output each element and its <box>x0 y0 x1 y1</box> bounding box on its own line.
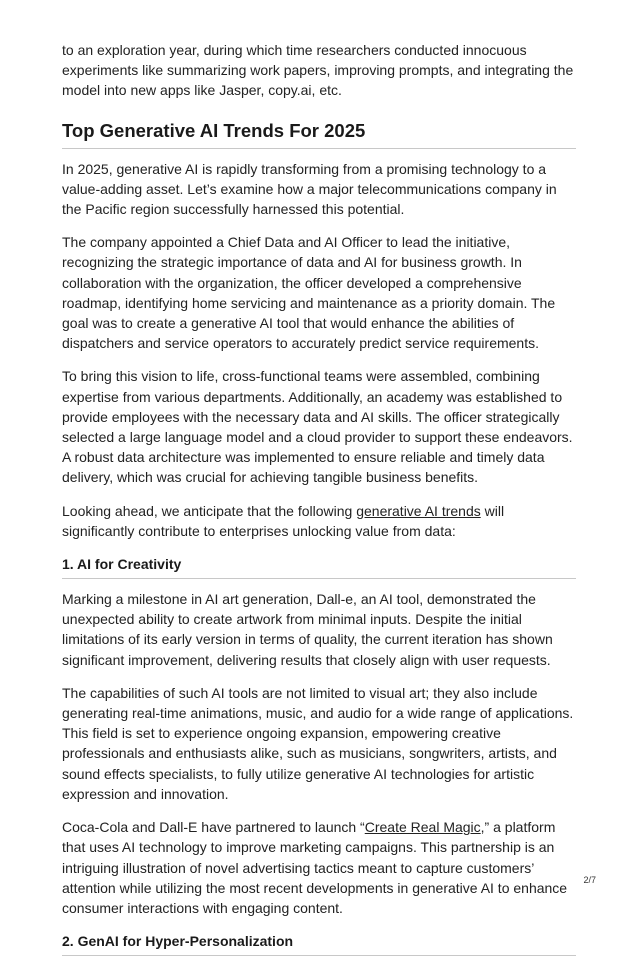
paragraph-5: Marking a milestone in AI art generation, Dall-e, an AI tool, demonstrated the unexpected ability to create artwork from minimal inputs. Despite the initial limitations of its early version in terms of quality, the current iteration has shown significant improvement, delivering results that closely align with user requests. <box>62 591 553 668</box>
paragraph-7-after: ,” a platform that uses AI technology to improve marketing campaigns. This partnership is an intriguing illustration of novel advertising tactics meant to capture customers’ attention while utilizing the most recent developments in generative AI to enhance consumer interactions with engaging content. <box>62 819 568 916</box>
paragraph-7-before: Coca-Cola and Dall-E have partnered to launch “ <box>62 819 365 836</box>
paragraph-6: The capabilities of such AI tools are not limited to visual art; they also include generating real-time animations, music, and audio for a wide range of applications. This field is set to experience ongoing expansion, empowering creative professionals and enthusiasts alike, such as musicians, songwriters, artists, and sound effects specialists, to fully utilize generative AI technologies for artistic expression and innovation. <box>62 684 574 802</box>
page-number: 2/7 <box>583 875 596 885</box>
paragraph-1: In 2025, generative AI is rapidly transforming from a promising technology to a value-adding asset. Let’s examine how a major telecommunications company in the Pacific region successfully harnessed this potential. <box>62 160 557 218</box>
subheading-ai-creativity: 1. AI for Creativity <box>62 554 576 579</box>
generative-ai-trends-link[interactable]: generative AI trends <box>356 502 481 519</box>
intro-paragraph: to an exploration year, during which time researchers conducted innocuous experiments like summarizing work papers, improving prompts, and integrating the model into new apps like Jasper, copy.ai, etc. <box>62 42 574 99</box>
paragraph-3: To bring this vision to life, cross-functional teams were assembled, combining expertise from various departments. Additionally, an academy was established to provide employees with the necessary data and AI skills. The officer strategically selected a large language model and a cloud provider to support these endeavors. A robust data architecture was implemented to ensure reliable and timely data delivery, which was crucial for achieving tangible business benefits. <box>62 368 573 486</box>
paragraph-2: The company appointed a Chief Data and AI Officer to lead the initiative, recognizing the strategic importance of data and AI for business growth. In collaboration with the organization, the officer developed a comprehensive roadmap, identifying home servicing and maintenance as a priority domain. The goal was to create a generative AI tool that would enhance the abilities of dispatchers and service operators to accurately predict service requirements. <box>62 234 556 352</box>
create-real-magic-link[interactable]: Create Real Magic <box>364 819 481 836</box>
document-page <box>62 40 576 966</box>
paragraph-4-before: Looking ahead, we anticipate that the following <box>62 502 357 519</box>
paragraph-4-after: will significantly contribute to enterprises unlocking value from data: <box>62 502 505 539</box>
subheading-hyper-personalization: 2. GenAI for Hyper-Personalization <box>62 931 576 956</box>
paragraph-4 <box>62 501 576 541</box>
section-title: Top Generative AI Trends For 2025 <box>62 119 576 149</box>
